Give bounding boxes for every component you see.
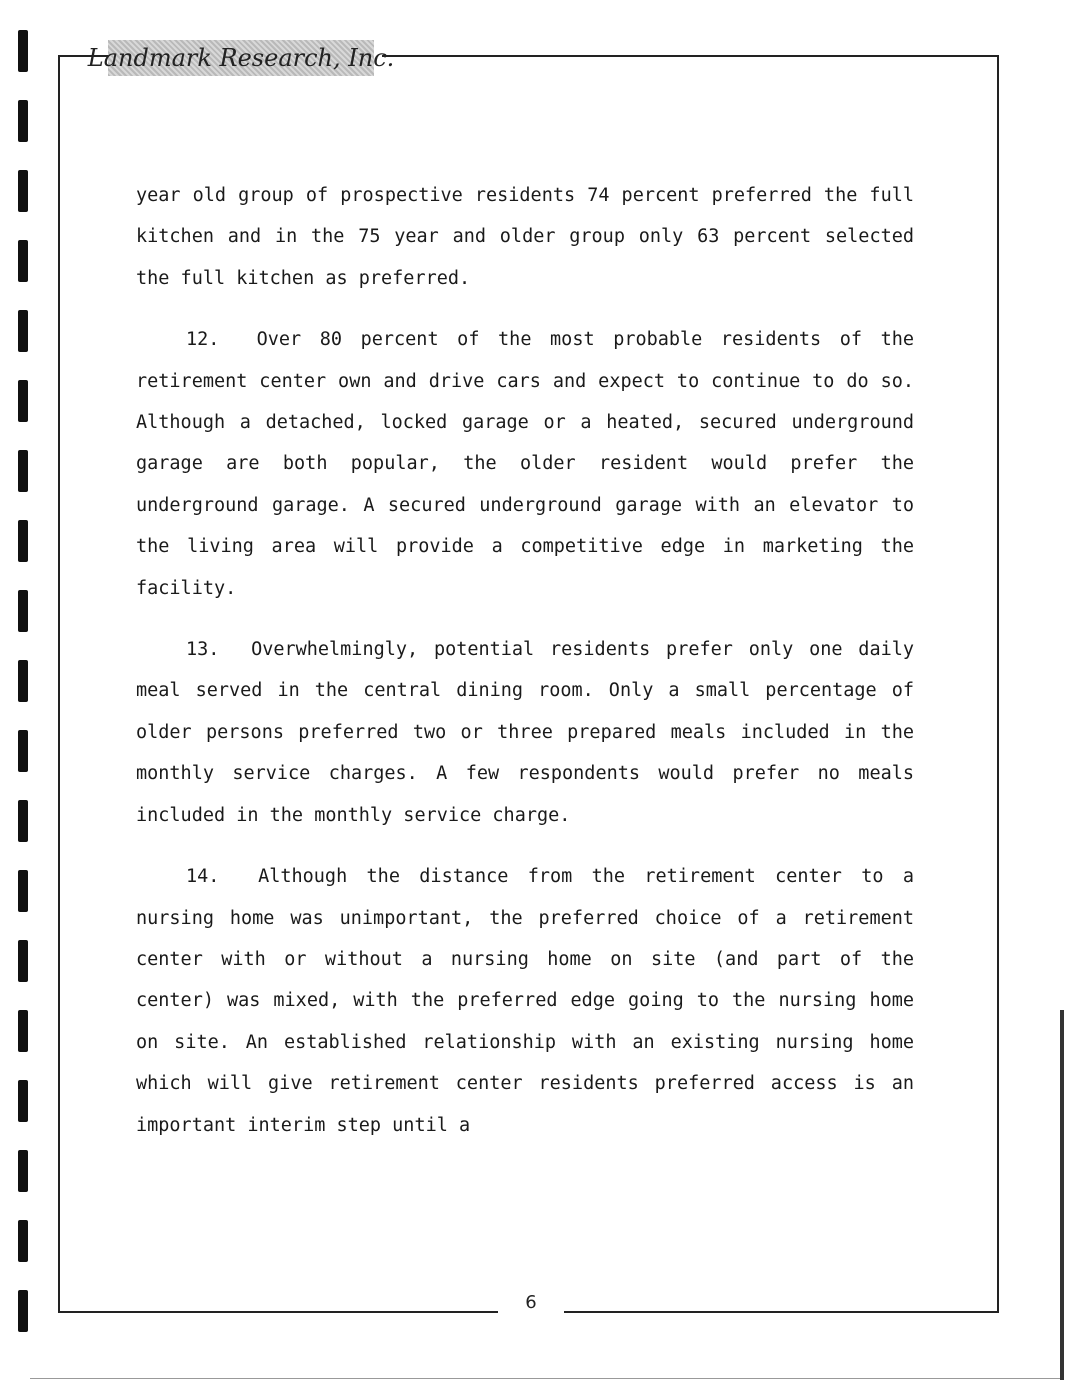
- binding-hole: [18, 170, 28, 212]
- binding-hole: [18, 310, 28, 352]
- paragraph-13: [136, 629, 914, 836]
- paragraph-text: year old group of prospective residents 74 percent preferred the full kitchen and in the 75 year and older group only 63 percent selected the full kitchen as preferred.: [136, 185, 914, 289]
- binding-hole: [18, 450, 28, 492]
- binding-hole: [18, 1220, 28, 1262]
- paragraph-number: 13.: [186, 639, 220, 661]
- company-logo: [87, 40, 395, 76]
- binding-hole: [18, 240, 28, 282]
- document-body: [136, 175, 914, 1166]
- binding-hole: [18, 1010, 28, 1052]
- binding-hole: [18, 100, 28, 142]
- binding-hole: [18, 660, 28, 702]
- paragraph-12: [136, 319, 914, 609]
- paragraph-text: Overwhelmingly, potential residents prefer only one daily meal served in the central dining room. Only a small percentage of older persons preferred two or three prepared meals included in the monthly service charges. A few respondents would prefer no meals included in the monthly service charge.: [136, 639, 914, 826]
- page-number: 6: [525, 1292, 537, 1313]
- page-edge-line: [30, 1378, 1060, 1379]
- binding-hole: [18, 870, 28, 912]
- paragraph-text: Over 80 percent of the most probable residents of the retirement center own and drive cars and expect to continue to do so. Although a detached, locked garage or a heated, secured underground garage are both popular, the older resident would prefer the underground garage. A secured underground garage with an elevator to the living area will provide a competitive edge in marketing the facility.: [136, 329, 914, 599]
- binding-hole: [18, 730, 28, 772]
- binding-hole: [18, 800, 28, 842]
- paragraph-text: Although the distance from the retirement center to a nursing home was unimportant, the preferred choice of a retirement center with or without a nursing home on site (and part of the center) was mixed, with the preferred edge going to the nursing home on site. An established relationship with an existing nursing home which will give retirement center residents preferred access is an important interim step until a: [136, 866, 915, 1136]
- binding-hole: [18, 30, 28, 72]
- page-edge-shadow: [1060, 1010, 1064, 1380]
- binding-hole: [18, 1150, 28, 1192]
- paragraph-number: 12.: [186, 329, 220, 351]
- binding-hole: [18, 1290, 28, 1332]
- logo-text: Landmark Research, Inc.: [87, 44, 395, 72]
- binding-hole: [18, 590, 28, 632]
- binding-hole: [18, 380, 28, 422]
- binding-hole: [18, 1080, 28, 1122]
- binding-hole: [18, 940, 28, 982]
- paragraph-14: [136, 856, 914, 1146]
- binding-hole: [18, 520, 28, 562]
- paragraph-continued: [136, 175, 914, 299]
- binding-holes: [14, 30, 40, 1375]
- paragraph-number: 14.: [186, 866, 220, 888]
